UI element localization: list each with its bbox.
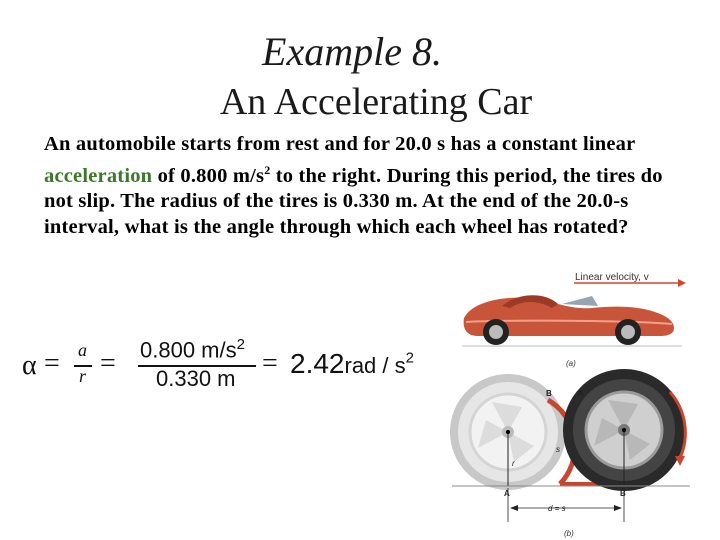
result — [290, 348, 414, 380]
slide-title-line1: Example 8. — [262, 29, 442, 74]
wheel-right — [568, 374, 680, 486]
result-exp: 2 — [405, 349, 414, 367]
angular-acceleration-equation — [22, 336, 442, 396]
label-B-top: B — [546, 389, 552, 398]
velocity-label: Linear velocity, v — [575, 272, 649, 283]
arc-label: s — [556, 445, 560, 454]
problem-text — [44, 132, 684, 240]
frac2-denominator: 0.330 m — [156, 366, 236, 391]
distance-arrowhead-left — [510, 505, 518, 511]
equals-sign-1: = — [44, 348, 60, 379]
panel-b-label: (b) — [564, 529, 574, 538]
velocity-arrowhead — [678, 279, 686, 287]
label-B-bottom: B — [620, 489, 626, 498]
slide-title-line2: An Accelerating Car — [219, 81, 533, 123]
result-unit: rad / s — [344, 353, 406, 378]
panel-a-label: (a) — [566, 359, 576, 368]
alpha-symbol: α — [22, 350, 37, 381]
label-A-top: A — [578, 389, 584, 398]
frac2-numerator-exp: 2 — [236, 336, 245, 353]
car-image — [464, 295, 674, 345]
result-value: 2.42 — [290, 348, 345, 379]
problem-text-part1: An automobile starts from rest and for 20.0 s has a constant linear — [44, 133, 636, 155]
radius-label: r — [512, 459, 515, 468]
frac2-numerator — [140, 336, 245, 363]
label-A-bottom: A — [504, 489, 510, 498]
acceleration-highlight: acceleration — [44, 164, 153, 187]
frac1-denominator: r — [79, 366, 87, 386]
unit-superscript: 2 — [264, 162, 271, 177]
rolling-wheel-figure — [442, 262, 720, 540]
equals-sign-2: = — [100, 348, 116, 379]
equals-sign-3: = — [262, 348, 278, 379]
distance-arrowhead-right — [614, 505, 622, 511]
problem-text-part2: of 0.800 m/s — [152, 164, 265, 187]
problem-text-part3: to the right. During this period, the tires do not slip. The radius of the tires is 0.330 m. At the end of the 20.0-s interval, what is the angle through which each wheel has rotated? — [44, 164, 663, 238]
frac1-numerator: a — [78, 340, 87, 360]
frac2-numerator-text: 0.800 m/s — [140, 337, 237, 363]
distance-label: d = s — [548, 504, 566, 513]
